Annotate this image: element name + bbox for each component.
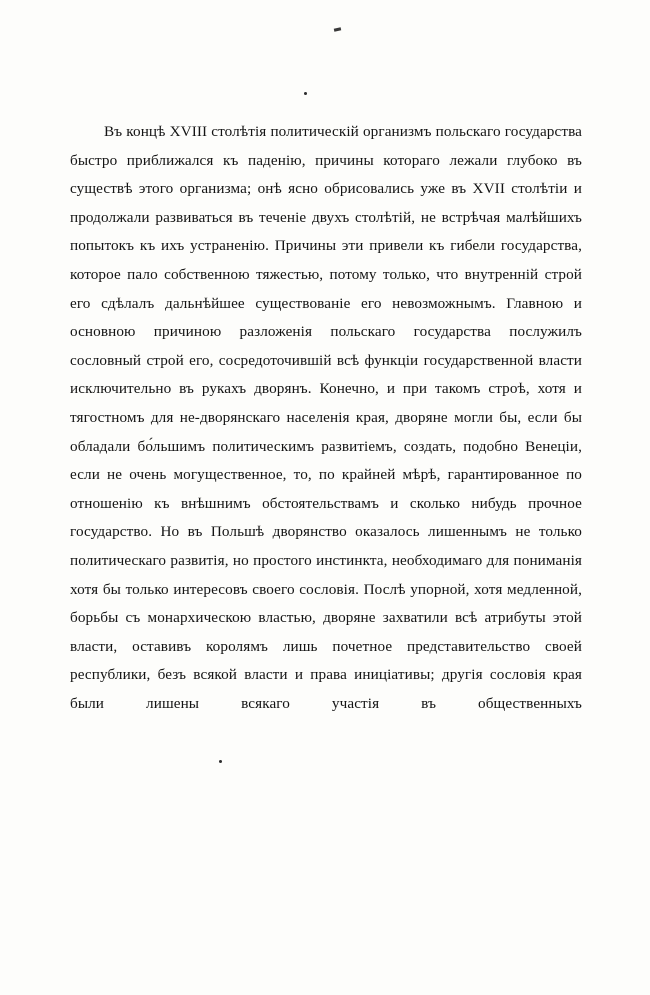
upper-ink-dot: [304, 92, 307, 95]
page-top-tick-mark: [334, 27, 341, 31]
body-paragraph: Въ концѣ XVIII столѣтія политическій организмъ польскаго государства быстро приближался къ паденію, причины котораго лежали глубоко въ существѣ этого организма; онѣ ясно обрисовались уже въ XVII столѣтіи и продолжали развиваться въ теченіе двухъ столѣтій, не встрѣчая малѣйшихъ попытокъ къ ихъ устраненію. Причины эти привели къ гибели государства, которое пало собственною тяжестью, потому только, что внутренній строй его сдѣлалъ дальнѣйшее существованіе его невозможнымъ. Главною и основною причиною разложенія польскаго государства послужилъ сословный строй его, сосредоточившій всѣ функціи государственной власти исключительно въ рукахъ дворянъ. Конечно, и при такомъ строѣ, хотя и тягостномъ для не-дворянскаго населенія края, дворяне могли бы, если бы обладали бо́льшимъ политическимъ развитіемъ, создать, подобно Венеціи, если не очень могущественное, то, по крайней мѣрѣ, гарантированное по отношенію къ внѣшнимъ обстоятельствамъ и сколько нибудь прочное государство. Но въ Польшѣ дворянство оказалось лишеннымъ не только политическаго развитія, но простого инстинкта, необходимаго для пониманія хотя бы только интересовъ своего сословія. Послѣ упорной, хотя медленной, борьбы съ монархическою властью, дворяне захватили всѣ атрибуты этой власти, оставивъ королямъ лишь почетное представительство своей республики, безъ всякой власти и права иниціативы; другія сословія края были лишены всякаго участія въ общественныхъ: [70, 123, 582, 712]
body-text-block: [70, 118, 582, 718]
lower-ink-dot: [219, 760, 222, 763]
